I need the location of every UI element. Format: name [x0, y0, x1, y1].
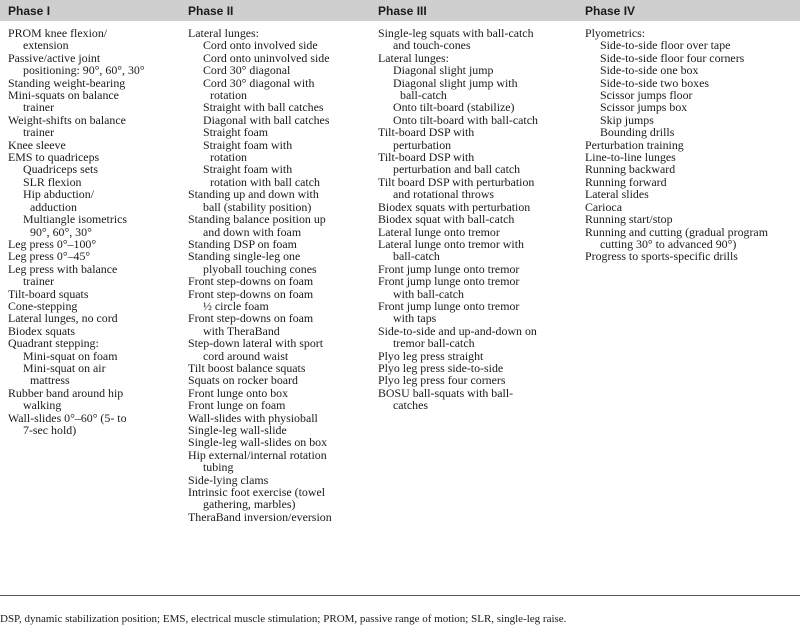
table-body-row [0, 21, 800, 596]
exercise-line: Leg press with balance [8, 261, 118, 276]
exercise-line: Cord 30° diagonal with [203, 75, 315, 90]
exercise-line: Knee sleeve [8, 137, 66, 152]
exercise-line: with ball-catch [393, 286, 464, 301]
exercise-line: Passive/active joint [8, 50, 101, 65]
exercise-line: Mini-squats on balance [8, 88, 119, 103]
exercise-line: ball-catch [393, 249, 440, 264]
exercise-line: Scissor jumps floor [600, 88, 693, 103]
exercise-line: Running start/stop [585, 212, 673, 227]
exercise-line: Cone-stepping [8, 298, 78, 313]
exercise-line: Leg press 0°–45° [8, 249, 91, 264]
exercise-line: 90°, 60°, 30° [30, 224, 92, 239]
exercise-line: Straight foam with [203, 162, 293, 177]
exercise-line: Front jump lunge onto tremor [378, 261, 520, 276]
exercise-line: Rubber band around hip [8, 385, 124, 400]
exercise-line: and touch-cones [393, 38, 471, 53]
exercise-line: Single-leg wall-slides on box [188, 435, 328, 450]
exercise-line: tubing [203, 460, 234, 475]
exercise-line: Diagonal with ball catches [203, 112, 330, 127]
exercise-line: positioning: 90°, 60°, 30° [23, 63, 145, 78]
exercise-line: Plyo leg press four corners [378, 373, 506, 388]
exercise-line: Line-to-line lunges [585, 150, 676, 165]
exercise-line: and rotational throws [393, 187, 495, 202]
exercise-line: Standing weight-bearing [8, 75, 126, 90]
exercise-line: Diagonal slight jump [393, 63, 494, 78]
exercise-line: Side-to-side two boxes [600, 75, 709, 90]
exercise-line: and down with foam [203, 224, 302, 239]
phase-4-column [577, 21, 800, 263]
exercise-line: Tilt board DSP with perturbation [378, 174, 535, 189]
exercise-line: Standing up and down with [188, 187, 319, 202]
exercise-line: PROM knee flexion/ [8, 26, 108, 40]
exercise-line: Biodex squat with ball-catch [378, 212, 515, 227]
exercise-line: perturbation [393, 137, 452, 152]
exercise-line: Biodex squats with perturbation [378, 199, 531, 214]
exercise-line: Mini-squat on foam [23, 348, 118, 363]
exercise-line: TheraBand inversion/eversion [188, 509, 332, 524]
exercise-line: Bounding drills [600, 125, 675, 140]
exercise-line: mattress [30, 373, 70, 388]
exercise-line: Side-lying clams [188, 472, 269, 487]
exercise-line: Hip abduction/ [23, 187, 95, 202]
exercise-line: Lateral lunges: [378, 50, 449, 65]
exercise-line: with taps [393, 311, 437, 326]
table-footnote: DSP, dynamic stabilization position; EMS, electrical muscle stimulation; PROM, passive range of motion; SLR, single-leg raise. [0, 613, 567, 625]
phase-2-column [180, 21, 370, 523]
table-header-row [0, 0, 800, 21]
exercise-line: Scissor jumps box [600, 100, 688, 115]
exercise-line: Straight with ball catches [203, 100, 324, 115]
exercise-line: Single-leg squats with ball-catch [378, 26, 534, 40]
exercise-line: Front lunge on foam [188, 398, 286, 413]
exercise-line: catches [393, 398, 428, 413]
exercise-line: trainer [23, 274, 55, 289]
exercise-line: Straight foam with [203, 137, 293, 152]
exercise-line: Side-to-side and up-and-down on [378, 323, 537, 338]
header-phase-2: Phase II [188, 3, 234, 18]
exercise-line: Quadrant stepping: [8, 336, 99, 351]
exercise-line: Perturbation training [585, 137, 684, 152]
exercise-line: tremor ball-catch [393, 336, 475, 351]
exercise-line: Front lunge onto box [188, 385, 289, 400]
exercise-line: rotation [210, 88, 247, 103]
exercise-line: extension [23, 38, 69, 53]
exercise-line: plyoball touching cones [203, 261, 317, 276]
exercise-line: Onto tilt-board with ball-catch [393, 112, 538, 127]
exercise-line: Mini-squat on air [23, 360, 106, 375]
exercise-line: Wall-slides 0°–60° (5- to [8, 410, 127, 425]
phase-3-column [370, 21, 577, 412]
exercise-line: Side-to-side one box [600, 63, 699, 78]
exercise-line: Plyometrics: [585, 26, 646, 40]
exercise-line: Skip jumps [600, 112, 654, 127]
exercise-line: Leg press 0°–100° [8, 236, 97, 251]
exercise-line: Lateral lunges: [188, 26, 259, 40]
exercise-line: Onto tilt-board (stabilize) [393, 100, 515, 115]
exercise-line: Front step-downs on foam [188, 311, 314, 326]
exercise-line: trainer [23, 100, 55, 115]
phase-1-column [0, 21, 180, 436]
exercise-line: Standing balance position up [188, 212, 326, 227]
exercise-line: rotation with ball catch [210, 174, 320, 189]
exercise-line: walking [23, 398, 62, 413]
exercise-line: 7-sec hold) [23, 423, 77, 437]
exercise-line: Carioca [585, 199, 622, 214]
exercise-line: Straight foam [203, 125, 269, 140]
exercise-line: Standing single-leg one [188, 249, 301, 264]
exercise-line: cutting 30° to advanced 90°) [600, 236, 737, 251]
exercise-line: Plyo leg press straight [378, 348, 484, 363]
exercise-line: Progress to sports-specific drills [585, 249, 738, 264]
exercise-line: SLR flexion [23, 174, 82, 189]
exercise-line: Hip external/internal rotation [188, 447, 327, 462]
exercise-line: Quadriceps sets [23, 162, 98, 177]
exercise-line: Tilt boost balance squats [188, 360, 306, 375]
exercise-line: ½ circle foam [203, 298, 269, 313]
exercise-line: Multiangle isometrics [23, 212, 128, 227]
exercise-line: Running and cutting (gradual program [585, 224, 768, 239]
exercise-line: Lateral lunge onto tremor with [378, 236, 524, 251]
exercise-line: trainer [23, 125, 55, 140]
exercise-line: Running backward [585, 162, 676, 177]
exercise-line: Standing DSP on foam [188, 236, 297, 251]
exercise-line: Tilt-board DSP with [378, 150, 475, 165]
exercise-line: Front step-downs on foam [188, 286, 314, 301]
exercise-line: Lateral lunges, no cord [8, 311, 118, 326]
exercise-line: perturbation and ball catch [393, 162, 521, 177]
exercise-line: Intrinsic foot exercise (towel [188, 485, 326, 500]
exercise-line: Cord 30° diagonal [203, 63, 291, 78]
exercise-line: Side-to-side floor over tape [600, 38, 731, 53]
exercise-line: adduction [30, 199, 77, 214]
exercise-line: Weight-shifts on balance [8, 112, 126, 127]
exercise-line: Side-to-side floor four corners [600, 50, 745, 65]
exercise-line: Squats on rocker board [188, 373, 298, 388]
exercise-line: ball (stability position) [203, 199, 312, 214]
header-phase-3: Phase III [378, 3, 427, 18]
exercise-line: Lateral lunge onto tremor [378, 224, 500, 239]
header-phase-1: Phase I [8, 3, 51, 18]
exercise-line: Front jump lunge onto tremor [378, 298, 520, 313]
exercise-line: Plyo leg press side-to-side [378, 360, 504, 375]
exercise-line: with TheraBand [203, 323, 280, 338]
exercise-line: EMS to quadriceps [8, 150, 100, 165]
exercise-line: Step-down lateral with sport [188, 336, 324, 351]
exercise-line: gathering, marbles) [203, 497, 296, 512]
exercise-line: cord around waist [203, 348, 289, 363]
exercise-line: Wall-slides with physioball [188, 410, 318, 425]
header-phase-4: Phase IV [585, 3, 636, 18]
exercise-line: ball-catch [400, 88, 447, 103]
exercise-line: Cord onto uninvolved side [203, 50, 330, 65]
exercise-line: Single-leg wall-slide [188, 423, 287, 437]
exercise-line: Biodex squats [8, 323, 76, 338]
exercise-line: BOSU ball-squats with ball- [378, 385, 514, 400]
exercise-line: Front step-downs on foam [188, 274, 314, 289]
exercise-line: rotation [210, 150, 247, 165]
exercise-line: Front jump lunge onto tremor [378, 274, 520, 289]
exercise-line: Lateral slides [585, 187, 649, 202]
exercise-line: Running forward [585, 174, 667, 189]
exercise-line: Diagonal slight jump with [393, 75, 518, 90]
exercise-line: Tilt-board squats [8, 286, 89, 301]
exercise-line: Cord onto involved side [203, 38, 318, 53]
exercise-line: Tilt-board DSP with [378, 125, 475, 140]
